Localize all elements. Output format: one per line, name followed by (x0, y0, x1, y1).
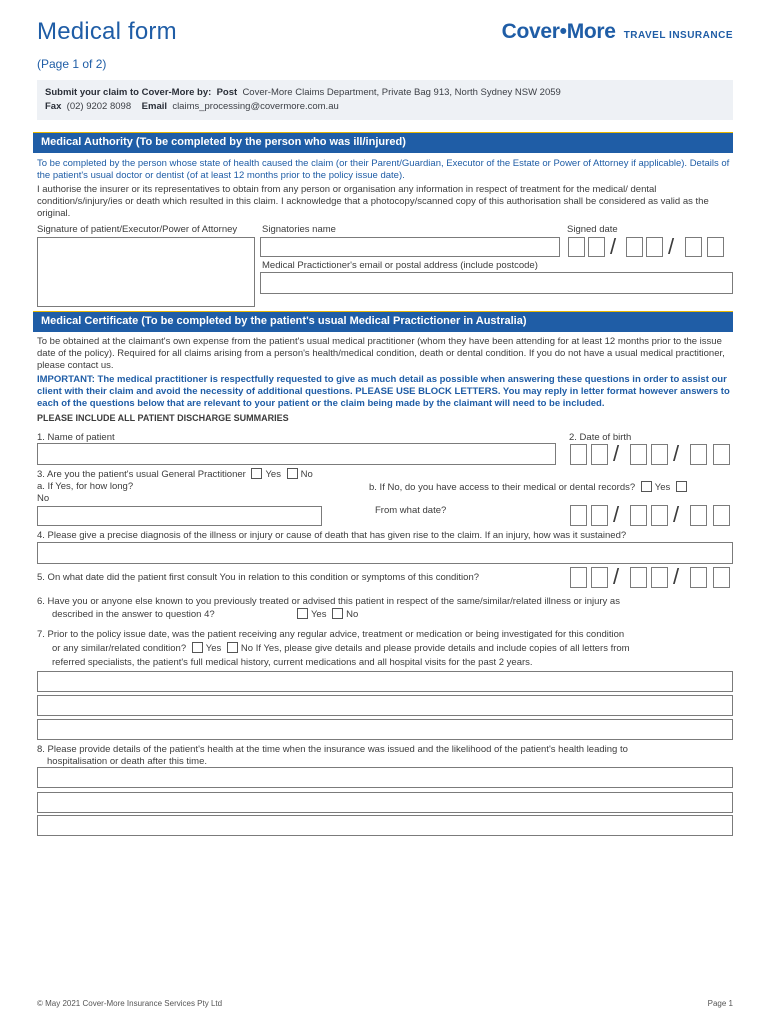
q8-line2: hospitalisation or death after this time. (47, 756, 208, 767)
signed-date-label: Signed date (567, 224, 618, 235)
fax-label: Fax (45, 101, 62, 112)
q3-yes-checkbox[interactable] (251, 468, 262, 479)
date-digit-cell[interactable] (690, 444, 707, 465)
post-address: Cover-More Claims Department, Private Bag 913, North Sydney NSW 2059 (242, 87, 561, 98)
q3-label: 3. Are you the patient's usual General Practitioner (37, 469, 246, 480)
q8-line1: 8. Please provide details of the patient's health at the time when the insurance was issued and the likelihood of the patient's health leading to (37, 744, 628, 755)
date-separator: / (668, 234, 675, 259)
date-separator: / (673, 441, 680, 466)
q7-details-line-1[interactable] (37, 671, 733, 692)
date-digit-cell[interactable] (713, 505, 730, 526)
authority-body: I authorise the insurer or its representatives to obtain from any person or organisation any information in respect of treatment for the medical/ dental condition/s/injury/ies or death which resulted in this claim. I acknowledge that a photocopy/scanned copy of this authorisation shall be considered as valid as the original. (37, 184, 709, 219)
q7-details-line-2[interactable] (37, 695, 733, 716)
date-digit-cell[interactable] (707, 237, 724, 257)
date-digit-cell[interactable] (651, 444, 668, 465)
footer-copyright: © May 2021 Cover-More Insurance Services Pty Ltd (37, 999, 223, 1008)
q3-yes-label: Yes (265, 469, 281, 480)
submit-info-box (37, 80, 733, 120)
date-separator: / (673, 564, 680, 589)
date-digit-cell[interactable] (713, 444, 730, 465)
q3b-no-checkbox[interactable] (676, 481, 687, 492)
q8-details-line-1[interactable] (37, 767, 733, 788)
submit-intro: Submit your claim to Cover-More by: (45, 87, 212, 98)
logo-tagline: TRAVEL INSURANCE (623, 30, 733, 41)
medical-authority-heading: Medical Authority (To be completed by the person who was ill/injured) (33, 132, 733, 153)
q7-no-label: No (240, 643, 254, 654)
signature-label: Signature of patient/Executor/Power of Attorney (37, 224, 238, 235)
q3a-no-label: No (37, 493, 50, 504)
q7-line3: referred specialists, the patient's full medical history, current medications and all hospital visits for the past 2 years. (52, 657, 533, 668)
practitioner-contact-label: Medical Practictioner's email or postal address (include postcode) (262, 260, 538, 271)
page-title: Medical form (37, 18, 177, 45)
brand-logo (502, 20, 733, 44)
date-digit-cell[interactable] (630, 567, 647, 588)
q7-line1: 7. Prior to the policy issue date, was the patient receiving any regular advice, treatment or medication or being investigated for this condition (37, 629, 625, 640)
q7-line2: or any similar/related condition? (52, 643, 187, 654)
q3b-label: b. If No, do you have access to their medical or dental records? (369, 482, 636, 493)
date-digit-cell[interactable] (570, 505, 587, 526)
q3-row (37, 468, 313, 480)
q8-details-line-3[interactable] (37, 815, 733, 836)
date-digit-cell[interactable] (591, 505, 608, 526)
diagnosis-input[interactable] (37, 542, 733, 564)
authority-intro: To be completed by the person whose state of health caused the claim (or their Parent/Guardian, Executor of the Estate or Power of Attorney if applicable). Details of the patient's usual doctor or dentist (of at least 12 months prior to the policy issue date). (37, 158, 730, 181)
date-digit-cell[interactable] (713, 567, 730, 588)
q8-details-line-2[interactable] (37, 792, 733, 813)
date-separator: / (613, 502, 620, 527)
date-digit-cell[interactable] (568, 237, 585, 257)
q3-no-checkbox[interactable] (287, 468, 298, 479)
discharge-note: PLEASE INCLUDE ALL PATIENT DISCHARGE SUMMARIES (37, 413, 289, 423)
date-digit-cell[interactable] (570, 567, 587, 588)
date-digit-cell[interactable] (646, 237, 663, 257)
signature-field[interactable] (37, 237, 255, 307)
email-label: Email (141, 101, 168, 112)
practitioner-contact-input[interactable] (260, 272, 733, 294)
date-digit-cell[interactable] (630, 444, 647, 465)
q3a-label: a. If Yes, for how long? (37, 481, 134, 492)
email-address: claims_processing@covermore.com.au (172, 101, 339, 112)
patient-name-input[interactable] (37, 443, 556, 465)
date-separator: / (613, 564, 620, 589)
q7-yes-label: Yes (205, 643, 222, 654)
q3b-row (369, 481, 690, 493)
q6-line1: 6. Have you or anyone else known to you previously treated or advised this patient in respect of the same/similar/related illness or injury as (37, 596, 620, 607)
date-digit-cell[interactable] (690, 505, 707, 526)
q7-details-line-3[interactable] (37, 719, 733, 740)
q3b-yes-label: Yes (654, 482, 671, 493)
logo-wordmark: Cover•More (501, 20, 616, 43)
signatories-label: Signatories name (262, 224, 336, 235)
q4-label: 4. Please give a precise diagnosis of the illness or injury or cause of death that has given rise to the claim. If an injury, how was it sustained? (37, 530, 627, 541)
date-separator: / (673, 502, 680, 527)
q3-no-label: No (300, 469, 313, 480)
q6-no-label: No (346, 609, 359, 620)
from-what-date-label: From what date? (375, 505, 447, 516)
certificate-important: IMPORTANT: The medical practitioner is respectfully requested to give as much detail as possible when answering these questions in order to assist our client with their claim and avoid the necessity of additional questions. PLEASE USE BLOCK LETTERS. You may reply in letter format however answers to each of the questions below that are relevant to your patient or the claim being made by the claimant will need to be included. (37, 374, 730, 409)
date-digit-cell[interactable] (570, 444, 587, 465)
gp-duration-input[interactable] (37, 506, 322, 526)
q7-followup: If Yes, please give details and please provide details and include copies of all letters from (255, 643, 630, 654)
q6-yes-label: Yes (310, 609, 327, 620)
date-separator: / (613, 441, 620, 466)
date-digit-cell[interactable] (651, 505, 668, 526)
footer-page-number: Page 1 (707, 999, 733, 1008)
date-digit-cell[interactable] (685, 237, 702, 257)
q1-label: 1. Name of patient (37, 432, 115, 443)
date-separator: / (610, 234, 617, 259)
post-label: Post (216, 87, 238, 98)
q6-no-checkbox[interactable] (332, 608, 343, 619)
certificate-intro: To be obtained at the claimant's own expense from the patient's usual medical practitioner (whom they have been attending for at least 12 months prior to the issue date of the policy). Required for all claims arising from a person's health/medical condition, death or dental condition. If you do not have a usual medical practitioner, please contact us. (37, 336, 725, 371)
q3b-yes-checkbox[interactable] (641, 481, 652, 492)
q6-yes-checkbox[interactable] (297, 608, 308, 619)
q2-label: 2. Date of birth (569, 432, 632, 443)
page-indicator: (Page 1 of 2) (37, 57, 107, 71)
date-digit-cell[interactable] (651, 567, 668, 588)
q7-no-checkbox[interactable] (227, 642, 238, 653)
date-digit-cell[interactable] (626, 237, 643, 257)
fax-number: (02) 9202 8098 (66, 101, 132, 112)
date-digit-cell[interactable] (630, 505, 647, 526)
date-digit-cell[interactable] (588, 237, 605, 257)
date-digit-cell[interactable] (690, 567, 707, 588)
q6-line2: described in the answer to question 4? (52, 609, 215, 620)
q7-row (52, 642, 630, 654)
date-digit-cell[interactable] (591, 444, 608, 465)
q6-row (52, 608, 358, 620)
signatories-name-input[interactable] (260, 237, 560, 257)
medical-certificate-heading: Medical Certificate (To be completed by the patient's usual Medical Practictioner in Australia) (33, 311, 733, 332)
date-digit-cell[interactable] (591, 567, 608, 588)
q7-yes-checkbox[interactable] (192, 642, 203, 653)
q5-label: 5. On what date did the patient first consult You in relation to this condition or symptoms of this condition? (37, 572, 480, 583)
